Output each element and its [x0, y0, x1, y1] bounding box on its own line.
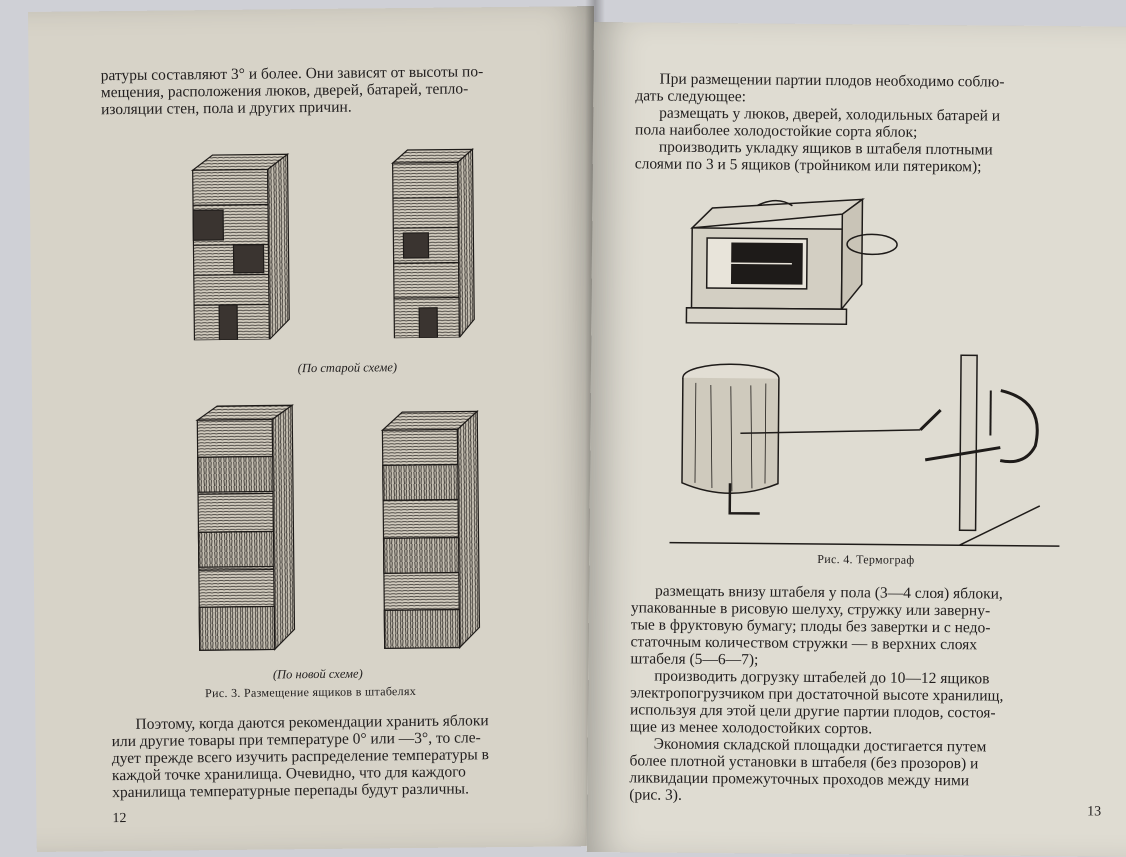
text-line: (рис. 3). [629, 786, 1085, 807]
text-line: хранилища температурные перепады будут различны. [112, 779, 562, 801]
text-line: размещать внизу штабеля у пола (3—4 слоя) яблоки, [631, 582, 1087, 603]
text-line: тые в фруктовую бумагу; плоды без завертки и с недо- [631, 616, 1087, 637]
text-line: изоляции стен, пола и других причин. [101, 97, 551, 119]
text-line: каждой точке хранилища. Очевидно, что для каждого [112, 762, 562, 784]
text-line: ликвидации промежуточных проходов между ними [629, 769, 1085, 790]
text-line: более плотной установки в штабеля (без прозоров) и [629, 752, 1085, 773]
new-scheme-illustration [192, 399, 485, 652]
old-scheme-illustration [187, 147, 479, 340]
caption-new-scheme: (По новой схеме) [273, 667, 363, 683]
page-number-right: 13 [1087, 804, 1101, 820]
left-body [111, 711, 562, 801]
text-line: щие из менее холодостойких сортов. [630, 718, 1086, 739]
text-line: Экономия складской площадки достигается путем [630, 735, 1086, 756]
left-page [28, 6, 603, 852]
text-line: производить укладку ящиков в штабеля плотными [635, 138, 1091, 159]
text-line: размещать у люков, дверей, холодильных батарей и [635, 104, 1091, 125]
right-top-text [635, 70, 1092, 176]
text-line: При размещении партии плодов необходимо соблю- [635, 70, 1091, 91]
right-bottom-text [629, 582, 1087, 807]
figure-4-caption: Рис. 4. Термограф [817, 552, 914, 568]
right-page [587, 22, 1126, 857]
text-line: используя для этой цели другие партии плодов, состоя- [630, 701, 1086, 722]
text-line: пола наиболее холодостойкие сорта яблок; [635, 121, 1091, 142]
page-number-left: 12 [112, 811, 126, 827]
text-line: или другие товары при температуре 0° или —3°, то сле- [112, 728, 562, 750]
text-line: слоями по 3 и 5 ящиков (тройником или пятериком); [635, 155, 1091, 176]
text-line: ратуры составляют 3° и более. Они зависят от высоты по- [101, 63, 551, 85]
text-line: штабеля (5—6—7); [630, 650, 1086, 671]
text-line: статочным количеством стружки — в верхних слоях [631, 633, 1087, 654]
text-line: упакованные в рисовую шелуху, стружку или заверну- [631, 599, 1087, 620]
text-line: электропогрузчиком при достаточной высоте хранилищ, [630, 684, 1086, 705]
text-line: дует прежде всего изучить распределение температуры в [112, 745, 562, 767]
thermograph-illustration [669, 183, 1072, 556]
left-intro [101, 63, 552, 119]
text-line: производить догрузку штабелей до 10—12 ящиков [630, 667, 1086, 688]
text-line: мещения, расположения люков, дверей, батарей, тепло- [101, 80, 551, 102]
text-line: дать следующее: [635, 87, 1091, 108]
text-line: Поэтому, когда даются рекомендации хранить яблоки [111, 711, 561, 733]
caption-old-scheme: (По старой схеме) [298, 360, 397, 376]
figure-3-caption: Рис. 3. Размещение ящиков в штабелях [205, 684, 416, 701]
